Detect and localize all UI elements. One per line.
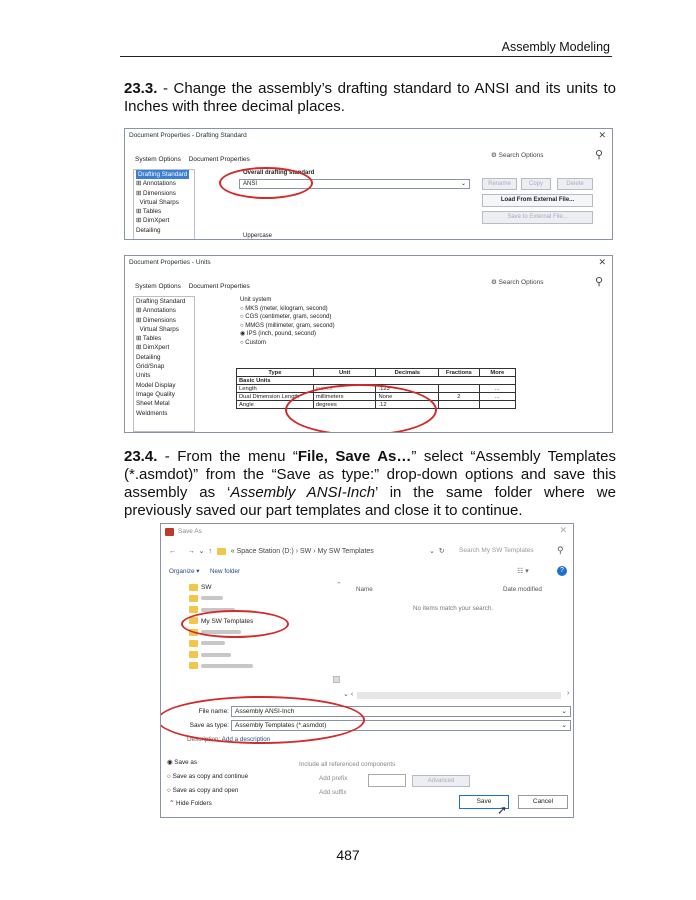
horizontal-scrollbar[interactable] xyxy=(357,692,561,699)
folder-icon xyxy=(189,640,198,647)
close-icon[interactable]: ✕ xyxy=(598,257,606,267)
tree-item-virtual-sharps[interactable]: Virtual Sharps xyxy=(139,198,179,206)
chevron-down-icon[interactable]: ⌄ xyxy=(429,548,435,555)
folder-icon xyxy=(189,651,198,658)
unit-system-group xyxy=(240,296,335,348)
tree-item-weldments[interactable]: Weldments xyxy=(136,409,168,417)
folder-item[interactable] xyxy=(189,582,253,593)
cursor-icon: ➚ xyxy=(497,803,508,817)
tree-item-dimxpert[interactable]: DimXpert xyxy=(143,217,170,225)
include-refs-checkbox[interactable]: Include all referenced components xyxy=(299,761,396,768)
up-icon[interactable]: ↑ xyxy=(208,548,212,555)
view-icon[interactable]: ☷ ▾ xyxy=(517,568,529,575)
delete-button[interactable]: Delete xyxy=(557,178,593,190)
dialog-title: Save As xyxy=(178,528,202,535)
row-decimals[interactable]: .123 xyxy=(376,385,439,393)
radio-cgs[interactable] xyxy=(240,313,335,322)
new-folder-button[interactable]: New folder xyxy=(209,568,241,575)
radio-label: Save as copy and continue xyxy=(172,773,249,780)
gear-icon: ⚙ xyxy=(491,279,497,286)
col-type: Type xyxy=(237,369,314,377)
folder-icon xyxy=(189,662,198,669)
units-dialog xyxy=(124,255,613,433)
breadcrumb-item[interactable]: SW xyxy=(300,548,312,555)
scroll-left-icon[interactable]: ‹ xyxy=(350,691,354,698)
radio-save-as[interactable] xyxy=(167,756,248,770)
empty-message: No items match your search. xyxy=(413,605,494,612)
row-fractions[interactable]: 2 xyxy=(439,393,479,401)
copy-button[interactable]: Copy xyxy=(521,178,551,190)
path-controls xyxy=(429,547,445,555)
chevron-down-icon[interactable]: ⌄ xyxy=(198,548,205,555)
basic-units-row: Basic Units xyxy=(237,377,516,385)
tree-item-drafting-standard[interactable]: Drafting Standard xyxy=(138,171,188,178)
row-more[interactable]: ... xyxy=(479,385,515,393)
row-more[interactable]: ... xyxy=(479,393,515,401)
scroll-thumb[interactable] xyxy=(333,676,340,683)
add-prefix-label[interactable]: Add prefix xyxy=(319,775,348,782)
row-type: Length xyxy=(237,385,314,393)
search-options-label: Search Options xyxy=(498,152,544,159)
radio-icon: ○ xyxy=(167,787,171,794)
search-input[interactable]: Search My SW Templates xyxy=(459,547,534,554)
save-as-dialog xyxy=(160,523,574,818)
tree-item-model-display[interactable]: Model Display xyxy=(136,381,176,389)
tree-item-dimensions[interactable]: Dimensions xyxy=(143,316,176,324)
description-input[interactable]: Add a description xyxy=(221,736,271,743)
assembly-name: Assembly ANSI-Inch xyxy=(230,484,376,501)
col-unit: Unit xyxy=(313,369,376,377)
highlight-circle xyxy=(160,696,365,744)
menu-path: File, Save As… xyxy=(297,448,412,465)
blurred-label xyxy=(201,641,225,645)
hide-folders[interactable] xyxy=(169,800,212,807)
radio-label: MMGS (millimeter, gram, second) xyxy=(245,322,335,329)
radio-icon: ○ xyxy=(240,339,244,346)
tree-item-annotations[interactable]: Annotations xyxy=(142,180,176,188)
tree-item-image-quality[interactable]: Image Quality xyxy=(136,390,175,398)
breadcrumb-item[interactable]: « Space Station (D:) xyxy=(230,548,294,555)
unit-system-label: Unit system xyxy=(240,297,272,303)
radio-label: IPS (inch, pound, second) xyxy=(246,331,316,338)
chevron-down-icon: ⌄ xyxy=(561,708,567,715)
nav-buttons: ← → ⌄ ↑ « Space Station (D:) › SW › My SW Templates xyxy=(169,548,374,555)
row-more[interactable] xyxy=(479,401,515,409)
radio-selected-icon: ◉ xyxy=(167,759,173,766)
blurred-label xyxy=(201,596,223,600)
tree-item-drafting-standard[interactable]: Drafting Standard xyxy=(136,298,186,305)
row-decimals[interactable]: None xyxy=(376,393,439,401)
folder-item[interactable] xyxy=(189,660,253,671)
highlight-circle xyxy=(219,167,313,199)
save-button[interactable]: Save xyxy=(459,795,509,809)
folder-icon xyxy=(217,548,226,555)
col-more: More xyxy=(479,369,515,377)
header-rule xyxy=(120,56,612,57)
radio-label: Save as copy and open xyxy=(172,787,239,794)
chapter-title: Assembly Modeling xyxy=(501,40,610,54)
tab-strip xyxy=(135,156,256,163)
save-type-label: Save as type: xyxy=(189,722,229,729)
search-options-label: Search Options xyxy=(498,279,544,286)
tree-item-sheet-metal[interactable]: Sheet Metal xyxy=(136,400,170,408)
radio-save-copy-open[interactable] xyxy=(167,784,248,798)
close-icon[interactable]: ✕ xyxy=(559,525,567,535)
overall-standard-label: Overall drafting standard xyxy=(243,170,315,176)
help-icon[interactable]: ? xyxy=(557,566,567,576)
row-type: Angle xyxy=(237,401,314,409)
folder-label: SW xyxy=(201,584,212,591)
solidworks-icon xyxy=(165,528,174,536)
radio-custom[interactable] xyxy=(240,339,335,348)
radio-icon: ○ xyxy=(240,314,244,321)
refresh-icon[interactable]: ↻ xyxy=(438,548,445,555)
radio-save-copy-continue[interactable] xyxy=(167,770,248,784)
tab-strip xyxy=(135,283,256,290)
step-text: ’ in the same folder where we previously saved our part templates and close it to continue. xyxy=(124,484,616,519)
radio-label: Save as xyxy=(174,759,198,766)
search-box[interactable] xyxy=(491,151,543,159)
radio-label: MKS (meter, kilogram, second) xyxy=(245,305,328,312)
folder-icon xyxy=(189,584,198,591)
chevron-up-icon[interactable]: ⌃ xyxy=(336,582,342,589)
col-fractions: Fractions xyxy=(439,369,479,377)
row-unit[interactable]: millimeters xyxy=(313,393,376,401)
tree-item-tables[interactable]: Tables xyxy=(142,208,162,216)
back-icon[interactable]: ← xyxy=(169,548,176,555)
row-type: Dual Dimension Length xyxy=(237,393,314,401)
file-name-label: File name: xyxy=(198,708,229,715)
radio-icon: ○ xyxy=(240,305,244,312)
radio-label: CGS (centimeter, gram, second) xyxy=(245,314,332,321)
chevron-down-icon: ⌄ xyxy=(561,722,567,729)
save-external-button[interactable]: Save to External File... xyxy=(482,211,593,224)
dialog-title: Document Properties - Drafting Standard xyxy=(129,132,247,139)
tree-item-dimensions[interactable]: Dimensions xyxy=(143,189,176,197)
radio-selected-icon: ◉ xyxy=(240,331,246,338)
save-type-value: Assembly Templates (*.asmdot) xyxy=(235,722,327,729)
search-icon[interactable]: ⚲ xyxy=(557,545,564,555)
blurred-label xyxy=(201,664,253,668)
folder-item[interactable] xyxy=(189,638,253,649)
search-icon[interactable]: ⚲ xyxy=(595,149,604,161)
folder-icon xyxy=(189,595,198,602)
highlight-circle xyxy=(181,610,289,638)
description-label: Description: xyxy=(187,736,221,743)
forward-icon[interactable]: → xyxy=(187,548,195,555)
folder-icon xyxy=(189,606,198,613)
chevron-down-icon[interactable]: ⌄ xyxy=(343,691,349,698)
options-tree: Drafting Standard ⊞ Annotations ⊞ Dimensions Virtual Sharps ⊞ Tables ⊞ DimXpert Detailing xyxy=(133,169,195,240)
prefix-input[interactable] xyxy=(368,774,406,787)
close-icon[interactable]: ✕ xyxy=(598,130,606,140)
save-options xyxy=(167,756,248,798)
tree-item-annotations[interactable]: Annotations xyxy=(142,307,176,315)
uppercase-label: Uppercase xyxy=(243,233,273,239)
advanced-button[interactable]: Advanced xyxy=(412,775,470,787)
hide-folders-label: Hide Folders xyxy=(176,800,212,807)
col-decimals: Decimals xyxy=(376,369,439,377)
tree-item-units[interactable]: Units xyxy=(136,372,151,380)
cancel-button[interactable]: Cancel xyxy=(518,795,568,809)
search-icon[interactable]: ⚲ xyxy=(595,276,604,288)
chevron-up-icon: ⌃ xyxy=(169,800,175,807)
radio-mmgs[interactable] xyxy=(240,322,335,331)
tree-item-grid-snap[interactable]: Grid/Snap xyxy=(136,363,165,371)
step-number: 23.4. xyxy=(124,448,158,465)
step-text: From the menu “ xyxy=(177,448,298,465)
radio-mks[interactable] xyxy=(240,305,335,314)
dialog-title: Document Properties - Units xyxy=(129,259,211,266)
chevron-down-icon: ⌄ xyxy=(460,181,466,187)
gear-icon: ⚙ xyxy=(491,152,497,159)
add-suffix-label[interactable]: Add suffix xyxy=(319,789,347,796)
step-23-3: 23.3. - Change the assembly’s drafting standard to ANSI and its units to Inches with three decimal places. xyxy=(124,80,616,115)
folder-label: My SW Templates xyxy=(201,617,254,625)
step-23-4: 23.4. - From the menu “File, Save As…” select “Assembly Templates (*.asmdot)” from the “Save as type:” drop-down options and save this assembly as ‘Assembly ANSI-Inch’ in the same folder where we previously saved our part templates and close it to continue. xyxy=(124,448,616,519)
tree-item-virtual-sharps[interactable]: Virtual Sharps xyxy=(139,325,179,333)
tab-system-options[interactable]: System Options xyxy=(135,283,181,290)
tab-document-properties[interactable]: Document Properties xyxy=(188,283,250,290)
row-fractions[interactable] xyxy=(439,401,479,409)
page-number: 487 xyxy=(336,847,360,863)
folder-item[interactable] xyxy=(189,649,253,660)
search-box[interactable] xyxy=(491,278,543,286)
tab-system-options[interactable]: System Options xyxy=(135,156,181,163)
breadcrumb-item[interactable]: My SW Templates xyxy=(317,548,374,555)
tree-item-tables[interactable]: Tables xyxy=(142,335,162,343)
row-unit[interactable]: degrees xyxy=(313,401,376,409)
toolbar xyxy=(169,568,240,575)
row-fractions[interactable] xyxy=(439,385,479,393)
folder-item[interactable] xyxy=(189,593,253,604)
step-text: Change the assembly’s drafting standard to ANSI and its units to Inches with three decimal places. xyxy=(124,80,616,115)
tree-item-detailing[interactable]: Detailing xyxy=(136,353,161,361)
row-decimals[interactable]: .12 xyxy=(376,401,439,409)
tree-item-dimxpert[interactable]: DimXpert xyxy=(143,344,170,352)
file-name-value: Assembly ANSI-Inch xyxy=(235,708,295,715)
highlight-circle xyxy=(285,384,437,433)
standard-value: ANSI xyxy=(243,181,258,187)
rename-button[interactable]: Rename xyxy=(482,178,517,190)
col-name[interactable]: Name xyxy=(356,586,373,593)
tab-document-properties[interactable]: Document Properties xyxy=(188,156,250,163)
options-tree: Drafting Standard ⊞ Annotations ⊞ Dimensions Virtual Sharps ⊞ Tables ⊞ DimXpert Detailing Grid/Snap Units Model Display Image Quality Sheet Metal Weldments xyxy=(133,296,195,432)
load-external-button[interactable]: Load From External File... xyxy=(482,194,593,207)
scroll-right-icon[interactable]: › xyxy=(567,690,570,697)
radio-label: Custom xyxy=(245,339,266,346)
step-text: ” select “Assembly Templates (*.asmdot)” from the “Save as type:” drop-down options and save this assembly as ‘ xyxy=(124,448,616,501)
radio-icon: ○ xyxy=(167,773,171,780)
col-date-modified[interactable]: Date modified xyxy=(503,586,542,593)
radio-ips[interactable] xyxy=(240,330,335,339)
step-number: 23.3. xyxy=(124,80,158,97)
row-unit[interactable]: inches xyxy=(313,385,376,393)
tree-item-detailing[interactable]: Detailing xyxy=(136,226,161,234)
scroll-controls xyxy=(343,690,353,698)
drafting-standard-dialog xyxy=(124,128,613,240)
blurred-label xyxy=(201,653,231,657)
radio-icon: ○ xyxy=(240,322,244,329)
organize-button[interactable]: Organize ▾ xyxy=(169,568,200,575)
